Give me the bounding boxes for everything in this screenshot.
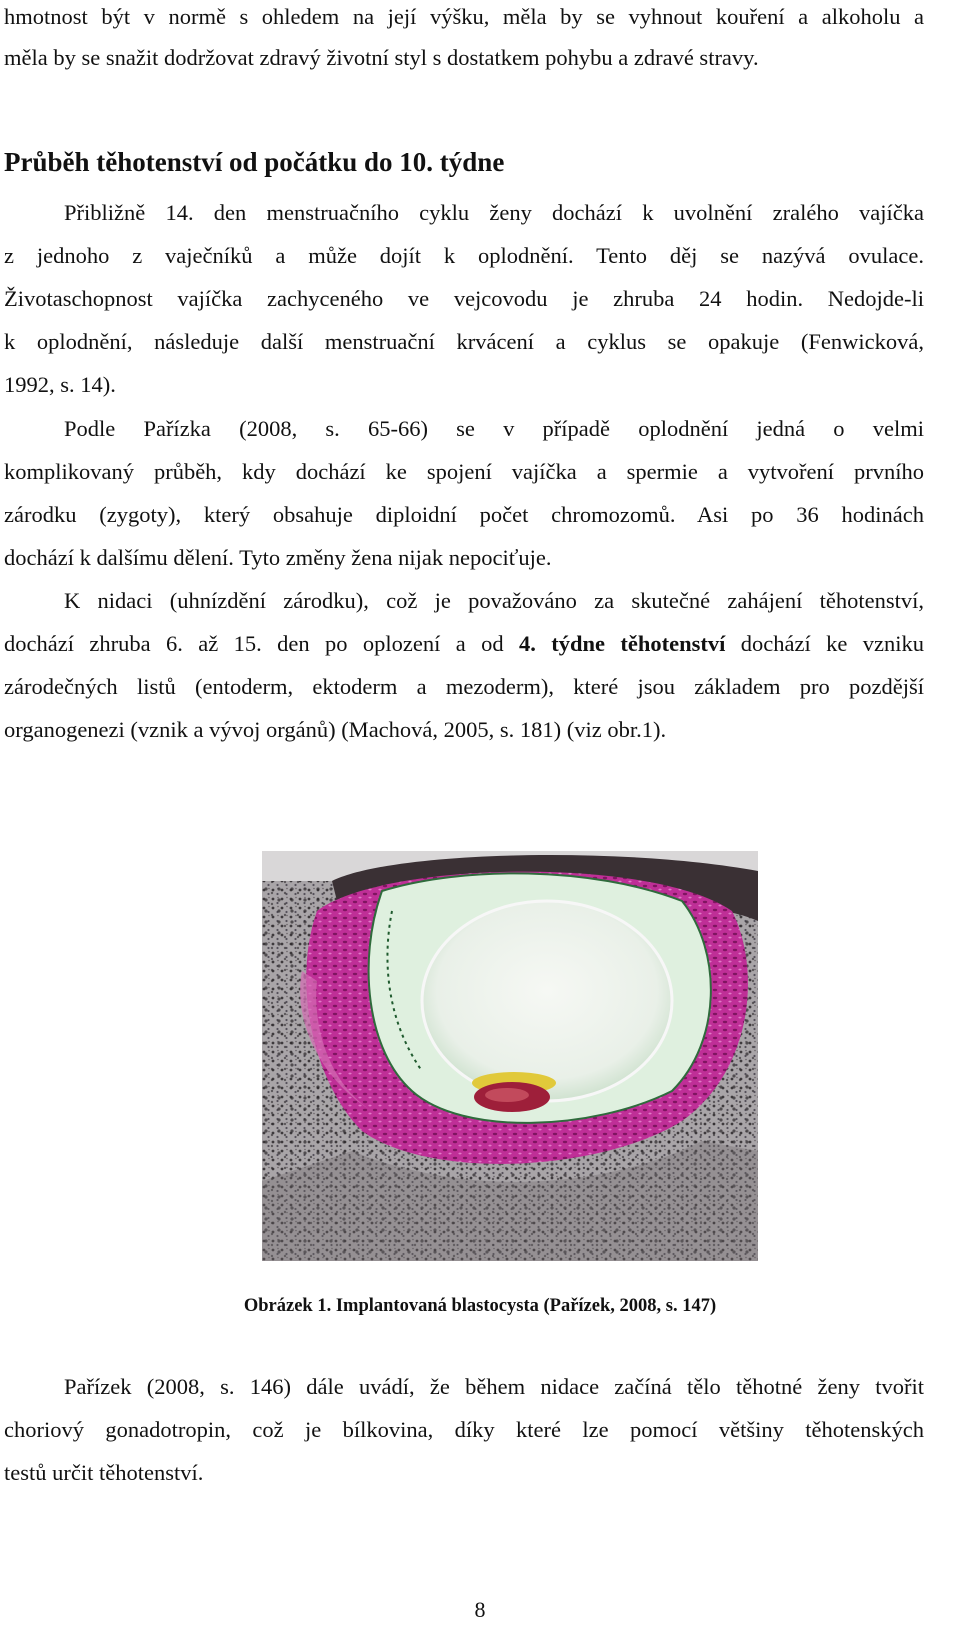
para1-line-1: Přibližně 14. den menstruačního cyklu ženy dochází k uvolnění zralého vajíčka [64, 200, 924, 225]
para3-line-2-pre: dochází zhruba 6. až 15. den po oplození a od [4, 631, 519, 656]
para3-line-2-post: dochází ke vzniku [725, 631, 924, 656]
para2-line-2: komplikovaný průběh, kdy dochází ke spojení vajíčka a spermie a vytvoření prvního [4, 459, 924, 484]
para1-line-4: k oplodnění, následuje další menstruační krvácení a cyklus se opakuje (Fenwicková, [4, 329, 924, 354]
para1-line-5: 1992, s. 14). [4, 372, 116, 397]
para4-line-3: testů určit těhotenství. [4, 1460, 204, 1485]
micrograph-image [262, 851, 758, 1261]
page-number: 8 [474, 1597, 486, 1622]
para1-line-3: Životaschopnost vajíčka zachyceného ve vejcovodu je zhruba 24 hodin. Nedojde-li [4, 286, 924, 311]
para1-line-2: z jednoho z vaječníků a může dojít k oplodnění. Tento děj se nazývá ovulace. [4, 243, 924, 268]
para3-line-2 [4, 629, 924, 659]
section-heading: Průběh těhotenství od počátku do 10. týdne [4, 147, 505, 177]
intro-line-2: měla by se snažit dodržovat zdravý životní styl s dostatkem pohybu a zdravé stravy. [4, 45, 759, 70]
para3-line-2-bold: 4. týdne těhotenství [518, 631, 726, 656]
para2-line-1: Podle Pařízka (2008, s. 65-66) se v případě oplodnění jedná o velmi [64, 416, 924, 441]
para2-line-3: zárodku (zygoty), který obsahuje diploidní počet chromozomů. Asi po 36 hodinách [4, 502, 924, 527]
blastocyst-micrograph [262, 851, 758, 1261]
para3-line-4: organogenezi (vznik a vývoj orgánů) (Machová, 2005, s. 181) (viz obr.1). [4, 717, 667, 742]
para4-line-1: Pařízek (2008, s. 146) dále uvádí, že během nidace začíná tělo těhotné ženy tvořit [64, 1374, 924, 1399]
figure-caption: Obrázek 1. Implantovaná blastocysta (Pařízek, 2008, s. 147) [243, 1296, 717, 1316]
intro-line-1: hmotnost být v normě s ohledem na její výšku, měla by se vyhnout kouření a alkoholu a [4, 4, 924, 29]
para2-line-4: dochází k dalšímu dělení. Tyto změny žena nijak nepociťuje. [4, 545, 552, 570]
para4-line-2: choriový gonadotropin, což je bílkovina, díky které lze pomocí většiny těhotenských [4, 1417, 924, 1442]
para3-line-3: zárodečných listů (entoderm, ektoderm a mezoderm), které jsou základem pro pozdější [4, 674, 924, 699]
para3-line-1: K nidaci (uhnízdění zárodku), což je považováno za skutečné zahájení těhotenství, [64, 588, 924, 613]
